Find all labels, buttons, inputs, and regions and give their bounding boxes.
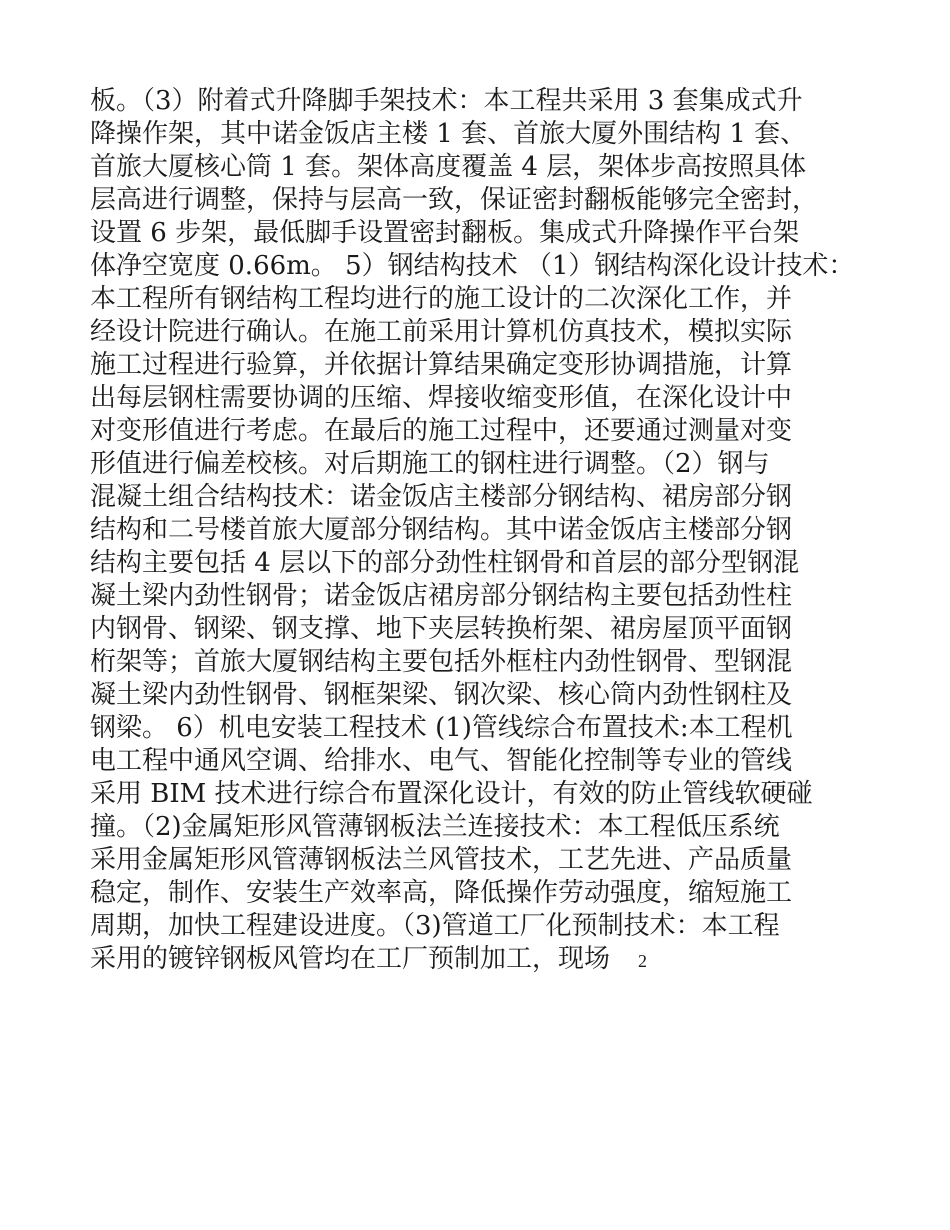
body-text [90,85,880,976]
text-line: 结构主要包括 4 层以下的部分劲性柱钢骨和首层的部分型钢混 [90,548,800,578]
page-number: 2 [638,951,648,971]
text-line: 电工程中通风空调、给排水、电气、智能化控制等专业的管线 [90,746,793,776]
text-line: 钢梁。 6）机电安装工程技术 (1)管线综合布置技术:本工程机 [90,713,793,743]
last-text-line [90,943,880,976]
text-line: 体净空宽度 0.66m。 5）钢结构技术 （1）钢结构深化设计技术： [90,251,855,281]
text-line: 周期，加快工程建设进度。（3)管道工厂化预制技术：本工程 [90,911,780,941]
text-line: 撞。（2)金属矩形风管薄钢板法兰连接技术：本工程低压系统 [90,812,780,842]
text-line: 出每层钢柱需要协调的压缩、焊接收缩变形值，在深化设计中 [90,383,793,413]
text-line: 施工过程进行验算，并依据计算结果确定变形协调措施，计算 [90,350,793,380]
text-line: 对变形值进行考虑。在最后的施工过程中，还要通过测量对变 [90,416,793,446]
text-line: 桁架等；首旅大厦钢结构主要包括外框柱内劲性钢骨、型钢混 [90,647,793,677]
text-line-content: 采用的镀锌钢板风管均在工厂预制加工，现场 [90,944,611,974]
text-line: 板。（3）附着式升降脚手架技术：本工程共采用 3 套集成式升 [90,86,803,116]
text-line: 内钢骨、钢梁、钢支撑、地下夹层转换桁架、裙房屋顶平面钢 [90,614,793,644]
text-line: 设置 6 步架，最低脚手设置密封翻板。集成式升降操作平台架 [90,218,800,248]
text-line: 稳定，制作、安装生产效率高，降低操作劳动强度，缩短施工 [90,878,793,908]
text-line: 经设计院进行确认。在施工前采用计算机仿真技术，模拟实际 [90,317,793,347]
text-line: 凝土梁内劲性钢骨、钢框架梁、钢次梁、核心筒内劲性钢柱及 [90,680,793,710]
text-line: 层高进行调整，保持与层高一致，保证密封翻板能够完全密封， [90,185,819,215]
text-line: 本工程所有钢结构工程均进行的施工设计的二次深化工作，并 [90,284,793,314]
text-line: 凝土梁内劲性钢骨；诺金饭店裙房部分钢结构主要包括劲性柱 [90,581,793,611]
text-line: 采用 BIM 技术进行综合布置深化设计，有效的防止管线软硬碰 [90,779,813,809]
text-line: 采用金属矩形风管薄钢板法兰风管技术，工艺先进、产品质量 [90,845,793,875]
text-line: 混凝土组合结构技术：诺金饭店主楼部分钢结构、裙房部分钢 [90,482,793,512]
text-line: 形值进行偏差校核。对后期施工的钢柱进行调整。（2）钢与 [90,449,770,479]
text-line: 降操作架，其中诺金饭店主楼 1 套、首旅大厦外围结构 1 套、 [90,119,807,149]
text-line: 首旅大厦核心筒 1 套。架体高度覆盖 4 层，架体步高按照具体 [90,152,807,182]
text-line: 结构和二号楼首旅大厦部分钢结构。其中诺金饭店主楼部分钢 [90,515,793,545]
